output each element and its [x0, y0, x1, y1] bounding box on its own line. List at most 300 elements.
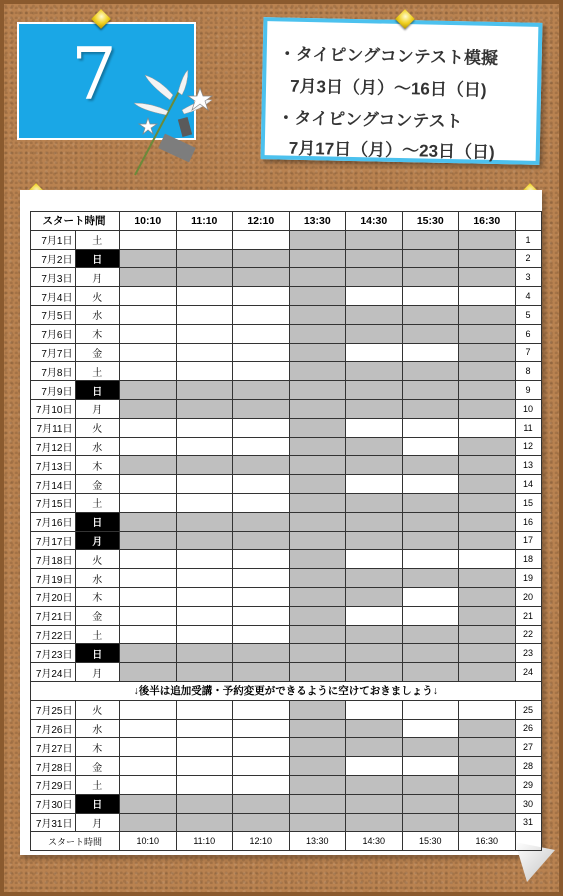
schedule-row [31, 343, 542, 362]
slot-cell-available[interactable] [120, 719, 177, 738]
slot-cell-available[interactable] [120, 606, 177, 625]
slot-cell-unavailable [289, 738, 346, 757]
weekday-cell: 月 [75, 531, 120, 550]
slot-cell-available[interactable] [346, 287, 403, 306]
weekday-cell: 金 [75, 343, 120, 362]
slot-cell-available[interactable] [120, 287, 177, 306]
slot-cell-unavailable [289, 587, 346, 606]
slot-cell-unavailable [402, 381, 459, 400]
note-row [31, 681, 542, 700]
slot-cell-available[interactable] [120, 475, 177, 494]
slot-cell-unavailable [346, 268, 403, 287]
tanabata-decoration-icon [130, 70, 230, 180]
slot-cell-available[interactable] [233, 719, 290, 738]
info-line-4: 7月17日（月）～23日（日) [288, 138, 495, 162]
slot-cell-unavailable [459, 663, 516, 682]
weekday-cell: 土 [75, 775, 120, 794]
schedule-row [31, 437, 542, 456]
slot-cell-unavailable [459, 625, 516, 644]
slot-cell-unavailable [120, 531, 177, 550]
schedule-row [31, 475, 542, 494]
slot-cell-available[interactable] [402, 700, 459, 719]
slot-cell-unavailable [233, 381, 290, 400]
slot-cell-available[interactable] [176, 757, 233, 776]
slot-cell-unavailable [176, 456, 233, 475]
slot-cell-available[interactable] [233, 324, 290, 343]
date-cell: 7月4日 [31, 287, 76, 306]
slot-cell-unavailable [233, 644, 290, 663]
slot-cell-available[interactable] [233, 775, 290, 794]
schedule-row [31, 644, 542, 663]
schedule-row [31, 719, 542, 738]
slot-footer: 10:10 [120, 832, 177, 851]
slot-cell-unavailable [459, 606, 516, 625]
schedule-row [31, 606, 542, 625]
slot-cell-available[interactable] [176, 606, 233, 625]
slot-cell-unavailable [402, 531, 459, 550]
slot-cell-available[interactable] [459, 550, 516, 569]
weekday-cell: 木 [75, 738, 120, 757]
slot-cell-available[interactable] [120, 305, 177, 324]
slot-cell-unavailable [346, 381, 403, 400]
slot-cell-unavailable [233, 813, 290, 832]
slot-cell-unavailable [402, 493, 459, 512]
slot-cell-unavailable [233, 512, 290, 531]
slot-cell-available[interactable] [233, 587, 290, 606]
header-row [31, 212, 542, 231]
slot-cell-available[interactable] [120, 738, 177, 757]
slot-cell-unavailable [233, 663, 290, 682]
day-number-cell: 2 [515, 249, 541, 268]
slot-cell-available[interactable] [176, 475, 233, 494]
slot-cell-unavailable [459, 437, 516, 456]
slot-cell-unavailable [120, 249, 177, 268]
slot-cell-unavailable [346, 587, 403, 606]
day-number-cell: 20 [515, 587, 541, 606]
slot-cell-unavailable [233, 399, 290, 418]
slot-cell-unavailable [289, 569, 346, 588]
day-number-cell: 16 [515, 512, 541, 531]
date-cell: 7月20日 [31, 587, 76, 606]
weekday-cell: 金 [75, 606, 120, 625]
slot-cell-unavailable [289, 700, 346, 719]
date-cell: 7月18日 [31, 550, 76, 569]
slot-cell-unavailable [459, 512, 516, 531]
slot-cell-available[interactable] [176, 362, 233, 381]
slot-cell-available[interactable] [233, 700, 290, 719]
day-number-cell: 5 [515, 305, 541, 324]
slot-cell-available[interactable] [233, 305, 290, 324]
slot-cell-available[interactable] [120, 757, 177, 776]
slot-cell-available[interactable] [176, 493, 233, 512]
schedule-row [31, 663, 542, 682]
slot-cell-available[interactable] [176, 625, 233, 644]
slot-cell-unavailable [459, 569, 516, 588]
schedule-row [31, 324, 542, 343]
slot-cell-available[interactable] [120, 230, 177, 249]
weekday-cell: 火 [75, 418, 120, 437]
slot-cell-unavailable [120, 813, 177, 832]
month-number: 7 [71, 32, 117, 116]
weekday-cell: 水 [75, 719, 120, 738]
slot-cell-available[interactable] [176, 775, 233, 794]
slot-cell-available[interactable] [176, 550, 233, 569]
date-cell: 7月23日 [31, 644, 76, 663]
slot-header: 16:30 [459, 212, 516, 231]
schedule-row [31, 381, 542, 400]
schedule-row [31, 249, 542, 268]
slot-cell-available[interactable] [233, 757, 290, 776]
date-cell: 7月29日 [31, 775, 76, 794]
slot-cell-available[interactable] [233, 625, 290, 644]
slot-header: 13:30 [289, 212, 346, 231]
slot-footer: 13:30 [289, 832, 346, 851]
slot-header: 10:10 [120, 212, 177, 231]
slot-cell-unavailable [289, 531, 346, 550]
slot-cell-available[interactable] [120, 569, 177, 588]
slot-cell-available[interactable] [402, 606, 459, 625]
slot-cell-available[interactable] [120, 775, 177, 794]
slot-cell-unavailable [459, 230, 516, 249]
slot-cell-available[interactable] [233, 362, 290, 381]
weekday-cell: 月 [75, 268, 120, 287]
slot-cell-unavailable [346, 794, 403, 813]
weekday-cell: 日 [75, 644, 120, 663]
day-number-cell: 24 [515, 663, 541, 682]
slot-cell-unavailable [346, 625, 403, 644]
schedule-row [31, 738, 542, 757]
schedule-row [31, 362, 542, 381]
day-number-cell: 23 [515, 644, 541, 663]
slot-cell-unavailable [459, 794, 516, 813]
slot-cell-unavailable [289, 437, 346, 456]
date-cell: 7月25日 [31, 700, 76, 719]
slot-cell-unavailable [289, 249, 346, 268]
slot-cell-available[interactable] [233, 738, 290, 757]
slot-cell-unavailable [346, 775, 403, 794]
slot-cell-unavailable [176, 531, 233, 550]
day-number-cell: 19 [515, 569, 541, 588]
schedule-row [31, 230, 542, 249]
schedule-row [31, 757, 542, 776]
slot-cell-available[interactable] [346, 418, 403, 437]
slot-cell-available[interactable] [346, 757, 403, 776]
weekday-cell: 木 [75, 324, 120, 343]
date-cell: 7月30日 [31, 794, 76, 813]
slot-cell-unavailable [459, 343, 516, 362]
slot-cell-available[interactable] [459, 700, 516, 719]
slot-cell-unavailable [120, 663, 177, 682]
slot-cell-unavailable [289, 399, 346, 418]
slot-header: 12:10 [233, 212, 290, 231]
date-cell: 7月12日 [31, 437, 76, 456]
slot-cell-unavailable [289, 512, 346, 531]
slot-cell-unavailable [402, 456, 459, 475]
slot-cell-available[interactable] [176, 569, 233, 588]
slot-cell-available[interactable] [120, 418, 177, 437]
slot-cell-available[interactable] [233, 475, 290, 494]
slot-cell-unavailable [233, 531, 290, 550]
slot-cell-unavailable [289, 719, 346, 738]
slot-cell-unavailable [402, 775, 459, 794]
slot-cell-unavailable [233, 794, 290, 813]
schedule-row [31, 794, 542, 813]
slot-cell-unavailable [176, 813, 233, 832]
slot-cell-available[interactable] [346, 343, 403, 362]
date-cell: 7月28日 [31, 757, 76, 776]
slot-cell-unavailable [346, 719, 403, 738]
slot-cell-available[interactable] [233, 418, 290, 437]
slot-cell-unavailable [289, 343, 346, 362]
slot-cell-unavailable [289, 493, 346, 512]
slot-cell-available[interactable] [402, 719, 459, 738]
weekday-cell: 日 [75, 512, 120, 531]
weekday-cell: 木 [75, 587, 120, 606]
slot-cell-unavailable [176, 512, 233, 531]
slot-cell-available[interactable] [233, 550, 290, 569]
slot-cell-available[interactable] [176, 719, 233, 738]
date-cell: 7月24日 [31, 663, 76, 682]
slot-cell-unavailable [289, 794, 346, 813]
schedule-row [31, 813, 542, 832]
slot-cell-unavailable [346, 456, 403, 475]
date-cell: 7月31日 [31, 813, 76, 832]
weekday-cell: 土 [75, 625, 120, 644]
slot-footer: 14:30 [346, 832, 403, 851]
slot-cell-unavailable [459, 644, 516, 663]
slot-cell-available[interactable] [120, 550, 177, 569]
weekday-cell: 水 [75, 305, 120, 324]
schedule-row [31, 456, 542, 475]
date-cell: 7月16日 [31, 512, 76, 531]
day-number-cell: 18 [515, 550, 541, 569]
slot-footer: 16:30 [459, 832, 516, 851]
day-number-cell: 3 [515, 268, 541, 287]
date-cell: 7月15日 [31, 493, 76, 512]
weekday-cell: 日 [75, 381, 120, 400]
slot-cell-unavailable [459, 587, 516, 606]
booking-note: ↓後半は追加受講・予約変更ができるように空けておきましょう↓ [31, 681, 542, 700]
slot-cell-available[interactable] [233, 287, 290, 306]
day-number-cell: 10 [515, 399, 541, 418]
slot-cell-unavailable [289, 663, 346, 682]
date-cell: 7月5日 [31, 305, 76, 324]
slot-cell-available[interactable] [346, 475, 403, 494]
weekday-cell: 金 [75, 757, 120, 776]
day-number-cell: 6 [515, 324, 541, 343]
schedule-row [31, 569, 542, 588]
schedule-row [31, 550, 542, 569]
slot-cell-unavailable [346, 230, 403, 249]
date-cell: 7月1日 [31, 230, 76, 249]
weekday-cell: 水 [75, 437, 120, 456]
slot-cell-available[interactable] [233, 606, 290, 625]
weekday-cell: 水 [75, 569, 120, 588]
slot-cell-available[interactable] [402, 418, 459, 437]
slot-cell-unavailable [402, 625, 459, 644]
schedule-row [31, 493, 542, 512]
slot-cell-unavailable [289, 362, 346, 381]
slot-cell-available[interactable] [402, 757, 459, 776]
weekday-cell: 土 [75, 493, 120, 512]
slot-cell-unavailable [346, 324, 403, 343]
slot-cell-unavailable [346, 493, 403, 512]
slot-cell-unavailable [120, 512, 177, 531]
slot-cell-available[interactable] [176, 700, 233, 719]
slot-cell-unavailable [176, 249, 233, 268]
schedule-body [31, 230, 542, 832]
weekday-cell: 日 [75, 249, 120, 268]
schedule-row [31, 700, 542, 719]
slot-cell-available[interactable] [120, 343, 177, 362]
date-cell: 7月21日 [31, 606, 76, 625]
day-number-cell: 1 [515, 230, 541, 249]
slot-cell-unavailable [402, 644, 459, 663]
slot-cell-available[interactable] [176, 287, 233, 306]
slot-cell-unavailable [459, 399, 516, 418]
date-cell: 7月8日 [31, 362, 76, 381]
slot-cell-available[interactable] [402, 550, 459, 569]
slot-cell-unavailable [233, 456, 290, 475]
slot-cell-unavailable [120, 456, 177, 475]
start-time-header: スタート時間 [31, 212, 120, 231]
slot-cell-available[interactable] [176, 230, 233, 249]
slot-cell-available[interactable] [120, 362, 177, 381]
slot-cell-available[interactable] [233, 230, 290, 249]
slot-cell-unavailable [176, 644, 233, 663]
slot-cell-unavailable [346, 738, 403, 757]
day-number-cell: 14 [515, 475, 541, 494]
slot-cell-unavailable [402, 794, 459, 813]
schedule-row [31, 399, 542, 418]
slot-cell-available[interactable] [233, 343, 290, 362]
schedule-row [31, 625, 542, 644]
slot-cell-unavailable [402, 305, 459, 324]
weekday-cell: 土 [75, 230, 120, 249]
slot-cell-unavailable [402, 249, 459, 268]
slot-cell-unavailable [176, 663, 233, 682]
day-number-cell: 29 [515, 775, 541, 794]
slot-cell-available[interactable] [233, 493, 290, 512]
slot-cell-available[interactable] [459, 418, 516, 437]
slot-cell-available[interactable] [402, 475, 459, 494]
schedule-row [31, 775, 542, 794]
schedule-row [31, 418, 542, 437]
schedule-row [31, 512, 542, 531]
slot-header: 15:30 [402, 212, 459, 231]
day-number-footer [515, 832, 541, 851]
slot-cell-unavailable [289, 381, 346, 400]
slot-cell-available[interactable] [176, 437, 233, 456]
date-cell: 7月7日 [31, 343, 76, 362]
slot-cell-available[interactable] [120, 587, 177, 606]
slot-cell-unavailable [459, 381, 516, 400]
slot-cell-available[interactable] [346, 700, 403, 719]
slot-cell-unavailable [176, 399, 233, 418]
slot-cell-available[interactable] [120, 437, 177, 456]
slot-cell-unavailable [233, 268, 290, 287]
date-cell: 7月13日 [31, 456, 76, 475]
slot-cell-unavailable [459, 362, 516, 381]
slot-cell-unavailable [346, 362, 403, 381]
slot-cell-unavailable [120, 268, 177, 287]
slot-cell-unavailable [402, 813, 459, 832]
slot-cell-available[interactable] [233, 437, 290, 456]
schedule-row [31, 305, 542, 324]
slot-header: 11:10 [176, 212, 233, 231]
slot-cell-available[interactable] [233, 569, 290, 588]
day-number-cell: 8 [515, 362, 541, 381]
slot-cell-available[interactable] [176, 343, 233, 362]
day-number-cell: 9 [515, 381, 541, 400]
weekday-cell: 月 [75, 813, 120, 832]
slot-cell-available[interactable] [176, 738, 233, 757]
day-number-cell: 11 [515, 418, 541, 437]
slot-cell-unavailable [402, 738, 459, 757]
slot-cell-unavailable [346, 512, 403, 531]
slot-cell-unavailable [402, 569, 459, 588]
date-cell: 7月10日 [31, 399, 76, 418]
slot-cell-unavailable [176, 794, 233, 813]
day-number-cell: 13 [515, 456, 541, 475]
date-cell: 7月6日 [31, 324, 76, 343]
slot-cell-unavailable [346, 569, 403, 588]
weekday-cell: 火 [75, 550, 120, 569]
slot-cell-unavailable [289, 268, 346, 287]
date-cell: 7月26日 [31, 719, 76, 738]
slot-cell-available[interactable] [120, 493, 177, 512]
slot-cell-unavailable [402, 230, 459, 249]
slot-cell-available[interactable] [176, 587, 233, 606]
day-number-cell: 15 [515, 493, 541, 512]
slot-cell-unavailable [289, 324, 346, 343]
slot-cell-available[interactable] [176, 324, 233, 343]
slot-cell-unavailable [289, 456, 346, 475]
slot-cell-available[interactable] [346, 550, 403, 569]
slot-cell-unavailable [402, 399, 459, 418]
slot-cell-unavailable [459, 531, 516, 550]
slot-cell-unavailable [459, 249, 516, 268]
slot-cell-available[interactable] [176, 418, 233, 437]
slot-cell-available[interactable] [402, 287, 459, 306]
slot-cell-available[interactable] [402, 437, 459, 456]
day-number-cell: 17 [515, 531, 541, 550]
slot-cell-unavailable [176, 268, 233, 287]
date-cell: 7月9日 [31, 381, 76, 400]
date-cell: 7月17日 [31, 531, 76, 550]
schedule-row [31, 531, 542, 550]
slot-cell-available[interactable] [402, 587, 459, 606]
slot-cell-unavailable [289, 625, 346, 644]
slot-cell-available[interactable] [459, 287, 516, 306]
start-time-footer: スタート時間 [31, 832, 120, 851]
slot-cell-unavailable [176, 381, 233, 400]
weekday-cell: 火 [75, 700, 120, 719]
slot-cell-unavailable [459, 324, 516, 343]
slot-cell-unavailable [402, 663, 459, 682]
slot-cell-available[interactable] [120, 324, 177, 343]
slot-cell-available[interactable] [176, 305, 233, 324]
slot-cell-available[interactable] [346, 606, 403, 625]
slot-cell-available[interactable] [120, 700, 177, 719]
slot-cell-unavailable [289, 230, 346, 249]
slot-cell-unavailable [346, 305, 403, 324]
slot-cell-available[interactable] [120, 625, 177, 644]
slot-footer: 15:30 [402, 832, 459, 851]
slot-cell-available[interactable] [402, 343, 459, 362]
date-cell: 7月3日 [31, 268, 76, 287]
weekday-cell: 月 [75, 663, 120, 682]
